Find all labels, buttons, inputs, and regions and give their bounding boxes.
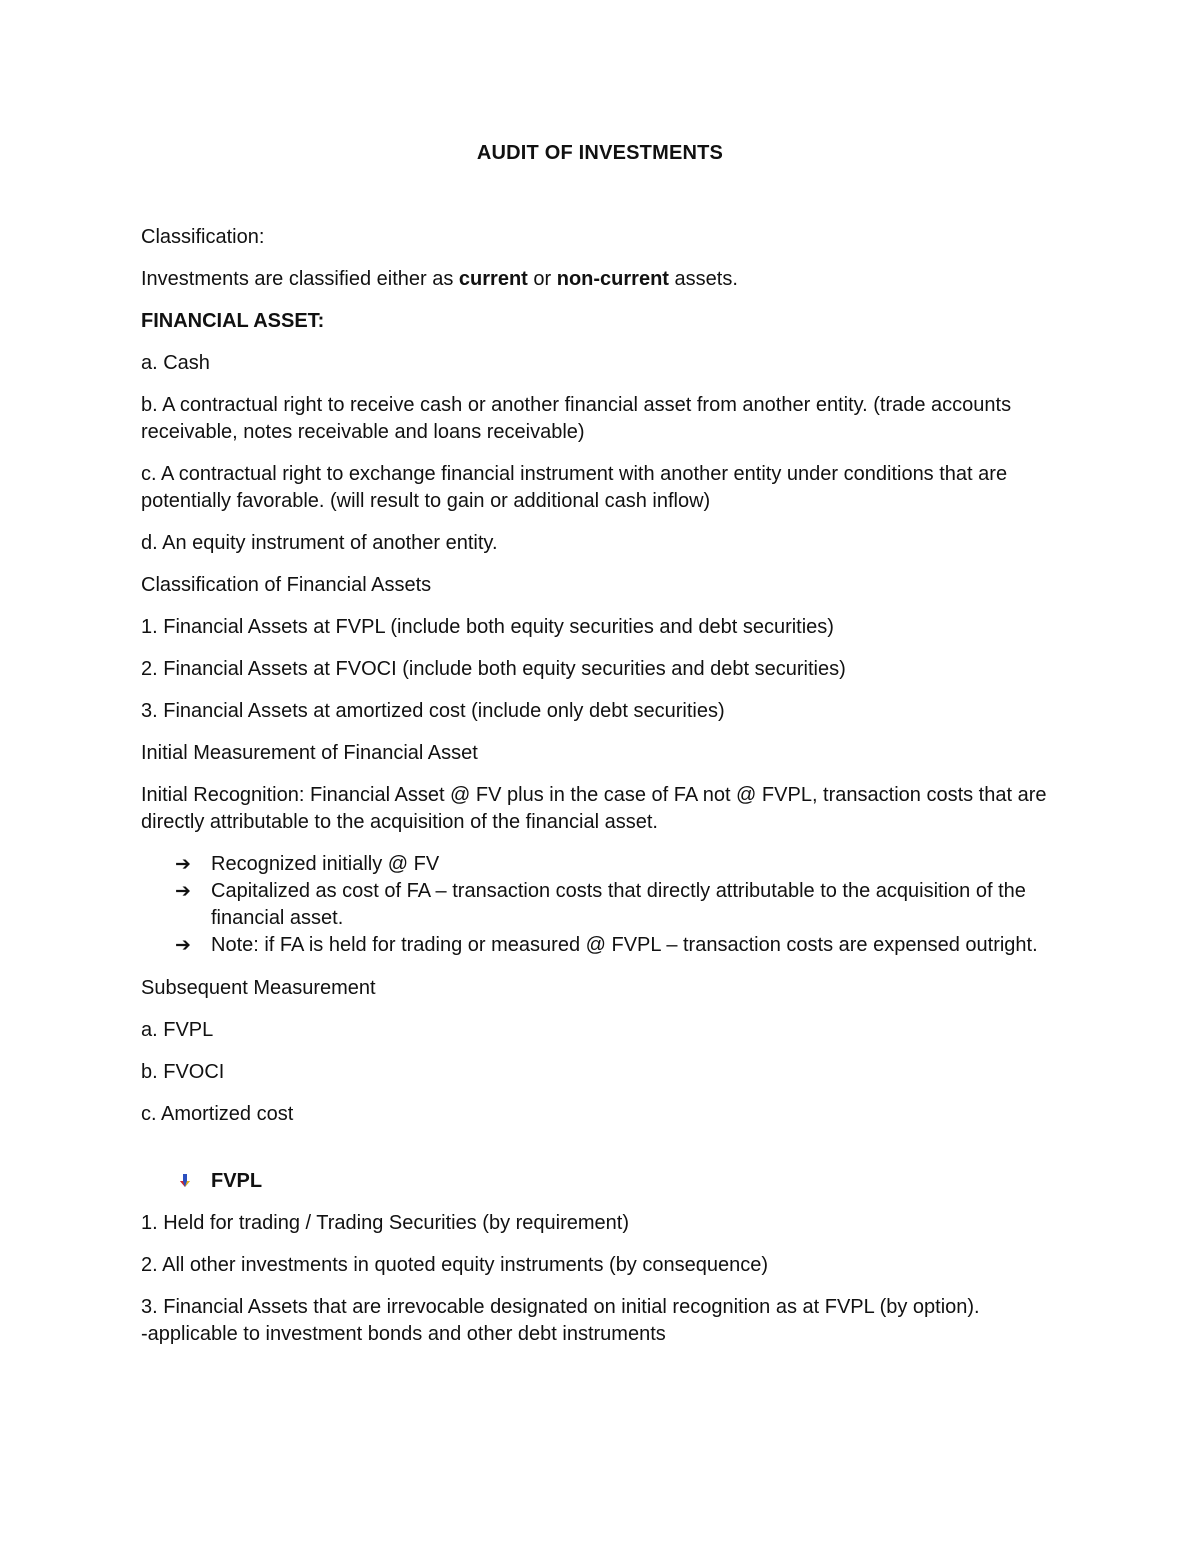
classification-of-fa-item: 2. Financial Assets at FVOCI (include both equity securities and debt securities)	[141, 658, 846, 680]
right-arrow-icon: ➔	[175, 881, 191, 902]
fvpl-item: 2. All other investments in quoted equity instruments (by consequence)	[141, 1254, 769, 1276]
classification-of-fa-item: 1. Financial Assets at FVPL (include both equity securities and debt securities)	[141, 616, 834, 638]
right-arrow-icon: ➔	[175, 854, 191, 875]
fvpl-item: 1. Held for trading / Trading Securities (by requirement)	[141, 1212, 629, 1234]
classification-text-part2: or	[527, 268, 557, 290]
classification-sentence	[141, 266, 1071, 293]
financial-asset-item: b. A contractual right to receive cash or another financial asset from another entity. (trade accounts receivable, notes receivable and loans receivable)	[141, 394, 1012, 443]
arrow-bullet-item	[141, 932, 1071, 959]
classification-noncurrent: non-current	[556, 268, 669, 290]
classification-current: current	[458, 268, 528, 290]
document-body	[141, 224, 1071, 1363]
right-arrow-icon: ➔	[175, 935, 191, 956]
subsequent-heading: Subsequent Measurement	[141, 977, 376, 999]
financial-asset-heading: FINANCIAL ASSET:	[141, 310, 325, 332]
fvpl-note: -applicable to investment bonds and other debt instruments	[141, 1323, 666, 1345]
document-title: AUDIT OF INVESTMENTS	[476, 142, 724, 164]
subsequent-item: b. FVOCI	[141, 1061, 225, 1083]
fvpl-heading	[141, 1168, 1071, 1195]
subsequent-item: a. FVPL	[141, 1019, 214, 1041]
classification-of-fa-item: 3. Financial Assets at amortized cost (include only debt securities)	[141, 700, 725, 722]
initial-measurement-heading: Initial Measurement of Financial Asset	[141, 742, 478, 764]
fvpl-heading-text: FVPL	[211, 1170, 263, 1192]
classification-text-part3: assets.	[668, 268, 738, 290]
down-arrow-colored-icon	[177, 1173, 193, 1189]
arrow-bullet-text: Note: if FA is held for trading or measured @ FVPL – transaction costs are expensed outright.	[211, 934, 1038, 956]
arrow-bullet-item	[141, 878, 1071, 932]
arrow-bullet-text: Capitalized as cost of FA – transaction costs that directly attributable to the acquisition of the financial asset.	[211, 880, 1026, 929]
financial-asset-item: c. A contractual right to exchange financial instrument with another entity under conditions that are potentially favorable. (will result to gain or additional cash inflow)	[141, 463, 1008, 512]
classification-of-fa-heading: Classification of Financial Assets	[141, 574, 432, 596]
arrow-bullet-text: Recognized initially @ FV	[211, 853, 440, 875]
arrow-bullet-item	[141, 851, 1071, 878]
classification-text-part1: Investments are classified either as	[141, 268, 459, 290]
arrow-bullet-list	[141, 851, 1071, 959]
financial-asset-item: a. Cash	[141, 352, 210, 374]
classification-label: Classification:	[141, 226, 265, 248]
subsequent-item: c. Amortized cost	[141, 1103, 294, 1125]
initial-recognition-text: Initial Recognition: Financial Asset @ FV plus in the case of FA not @ FVPL, transaction costs that are directly attributable to the acquisition of the financial asset.	[141, 784, 1047, 833]
fvpl-item: 3. Financial Assets that are irrevocable designated on initial recognition as at FVPL (by option).	[141, 1296, 980, 1318]
financial-asset-item: d. An equity instrument of another entity.	[141, 532, 498, 554]
